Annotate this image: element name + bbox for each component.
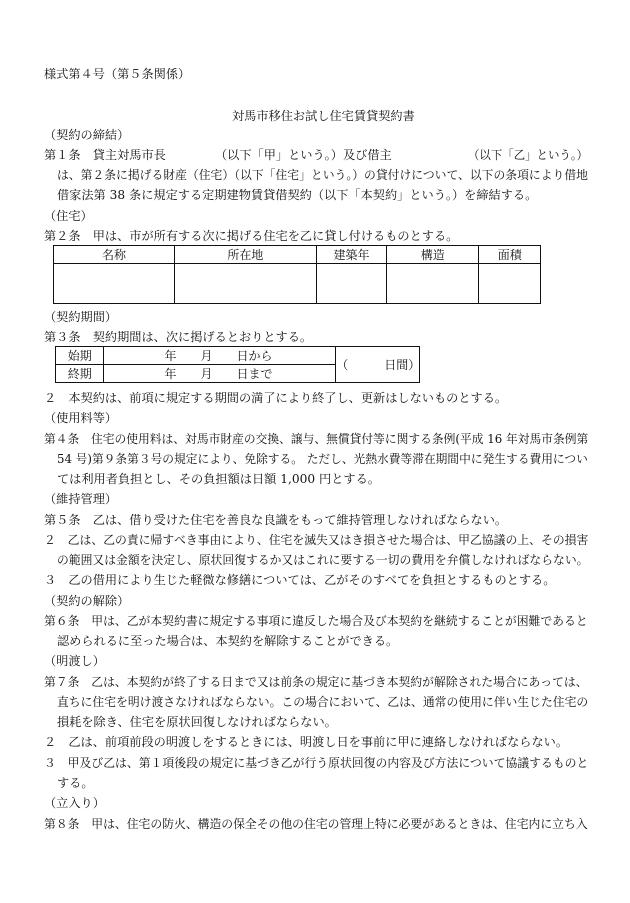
article-text: 認められるに至った場合は、本契約を解除することができる。 [57,634,399,648]
article-text: 54 号)第９条第３号の規定により、免除する。 ただし、光熱水費等滞在期間中に発生する費用につい [57,452,588,466]
table-header-cell: 構造 [387,246,479,264]
paragraph-text: ２ 乙は、前項前段の明渡しをするときには、明渡し日を事前に甲に連絡しなければならない。 [44,735,569,749]
article-text: （以下「甲」という。）及び借主 [215,148,392,162]
table-row [54,264,541,304]
form-number: 様式第４号（第５条関係） [44,67,191,81]
article-text: は、第２条に掲げる財産（住宅）（以下「住宅」という。）の貸付けについて、以下の条項により借地 [57,168,588,182]
paragraph-text: の範囲又は金額を決定し、原状回復するか又はこれに要する一切の費用を弁償しなければならない。 [57,553,589,567]
article-text: 第４条 住宅の使用料は、対馬市財産の交換、譲与、無償貸付等に関する条例(平成 16 年対馬市条例第 [44,432,589,446]
table-row [56,347,420,365]
paragraph-text: ３ 乙の借用により生じた軽微な修繕については、乙がそのすべてを負担とするものとする。 [44,573,556,587]
table-header-row [54,246,541,264]
table-cell [387,264,479,304]
article-text: 第２条 甲は、市が所有する次に掲げる住宅を乙に貸し付けるものとする。 [44,229,459,243]
section-heading: （住宅） [44,209,93,223]
section-heading: （立入り） [44,796,105,810]
article-text: 第７条 乙は、本契約が終了する日まで又は前条の規定に基づき本契約が解除された場合にあっては、 [44,675,588,689]
article-text: 第８条 甲は、住宅の防火、構造の保全その他の住宅の管理上特に必要があるときは、住宅内に立ち入 [44,817,588,831]
start-value: 年 月 日から [104,347,336,365]
paragraph-text: ３ 甲及び乙は、第１項後段の規定に基づき乙が行う原状回復の内容及び方法について協議するものと [44,756,589,770]
article-text: 第３条 契約期間は、次に掲げるとおりとする。 [44,330,313,344]
article-text: 第５条 乙は、借り受けた住宅を善良な良識をもって維持管理しなければならない。 [44,513,508,527]
article-text: 第６条 甲は、乙が本契約書に規定する事項に違反した場合及び本契約を継続することが困難であると [44,614,588,628]
table-header-cell: 建築年 [316,246,386,264]
days-cell: （ 日間） [336,347,420,383]
article-text: 借家法第 38 条に規定する定期建物賃貸借契約（以下「本契約」という。）を締結する。 [57,188,538,202]
paragraph-text: ２ 本契約は、前項に規定する期間の満了により終了し、更新はしないものとする。 [44,391,508,405]
table-cell [174,264,316,304]
period-table [55,346,420,383]
section-heading: （維持管理） [44,492,118,506]
section-heading: （契約の解除） [44,594,130,608]
article-text: 損耗を除き、住宅を原状回復しなければならない。 [57,715,337,729]
article-text: ては利用者負担とし、その負担額は日額 1,000 円とする。 [57,472,380,486]
article-text: （以下「乙」という。） [468,148,588,162]
table-cell [54,264,175,304]
table-header-cell: 面積 [479,246,541,264]
document-title: 対馬市移住お試し住宅賃貸契約書 [232,109,415,123]
table-cell [316,264,386,304]
paragraph-text: ２ 乙は、乙の責に帰すべき事由により、住宅を滅失又はき損させた場合は、甲乙協議の上、その損害 [44,533,589,547]
table-header-cell: 名称 [54,246,175,264]
housing-table [53,245,541,304]
section-heading: （契約の締結） [44,128,130,142]
paragraph-text: する。 [57,776,94,790]
start-label: 始期 [56,347,104,365]
article-text: 直ちに住宅を明け渡さなければならない。この場合において、乙は、通常の使用に伴い生じた住宅の [57,695,589,709]
end-value: 年 月 日まで [104,365,336,383]
section-heading: （明渡し） [44,654,105,668]
section-heading: （契約期間） [44,310,118,324]
end-label: 終期 [56,365,104,383]
article-text: 第１条 貸主対馬市長 [44,148,166,162]
table-header-cell: 所在地 [174,246,316,264]
table-cell [479,264,541,304]
section-heading: （使用料等） [44,411,118,425]
